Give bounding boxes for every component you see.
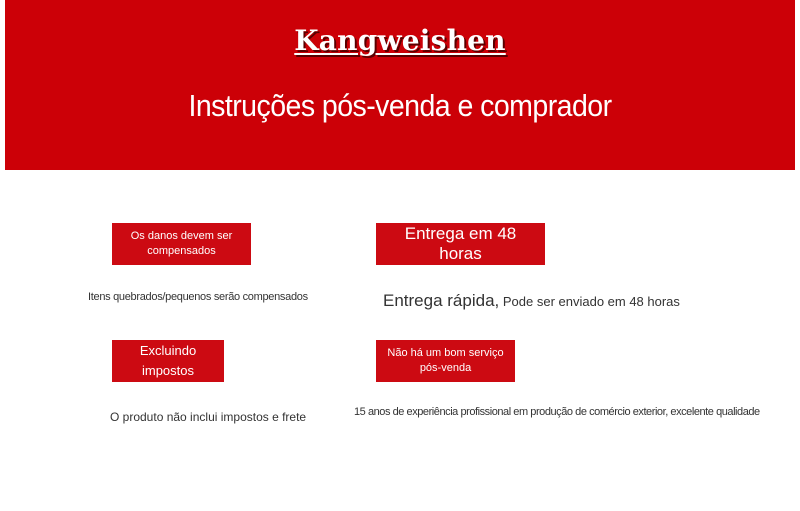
- tag-48h-delivery-label: Entrega em 48 horas: [404, 224, 517, 263]
- brand-logo: Kangweishen: [294, 24, 506, 57]
- tag-damage-compensation-label: Os danos devem ser compensados: [130, 230, 233, 257]
- desc-damage-compensation: Itens quebrados/pequenos serão compensados: [88, 291, 308, 303]
- tag-after-sales-service: [376, 340, 515, 382]
- desc-48h-delivery-strong: Entrega rápida,: [383, 291, 500, 310]
- desc-excluding-taxes: O produto não inclui impostos e frete: [110, 410, 307, 424]
- desc-48h-delivery: [383, 291, 680, 311]
- tag-48h-delivery: [376, 223, 545, 265]
- desc-48h-delivery-text: Pode ser enviado em 48 horas: [499, 294, 680, 309]
- tag-damage-compensation: [112, 223, 251, 265]
- header-banner: [5, 0, 795, 170]
- tag-excluding-taxes: [112, 340, 224, 382]
- desc-after-sales-service: 15 anos de experiência profissional em produção de comércio exterior, excelente qualidade: [354, 406, 760, 418]
- tag-excluding-taxes-label: Excluindo impostos: [139, 343, 197, 378]
- tag-after-sales-service-label: Não há um bom serviço pós-venda: [387, 347, 504, 374]
- page-title: Instruções pós-venda e comprador: [188, 88, 612, 123]
